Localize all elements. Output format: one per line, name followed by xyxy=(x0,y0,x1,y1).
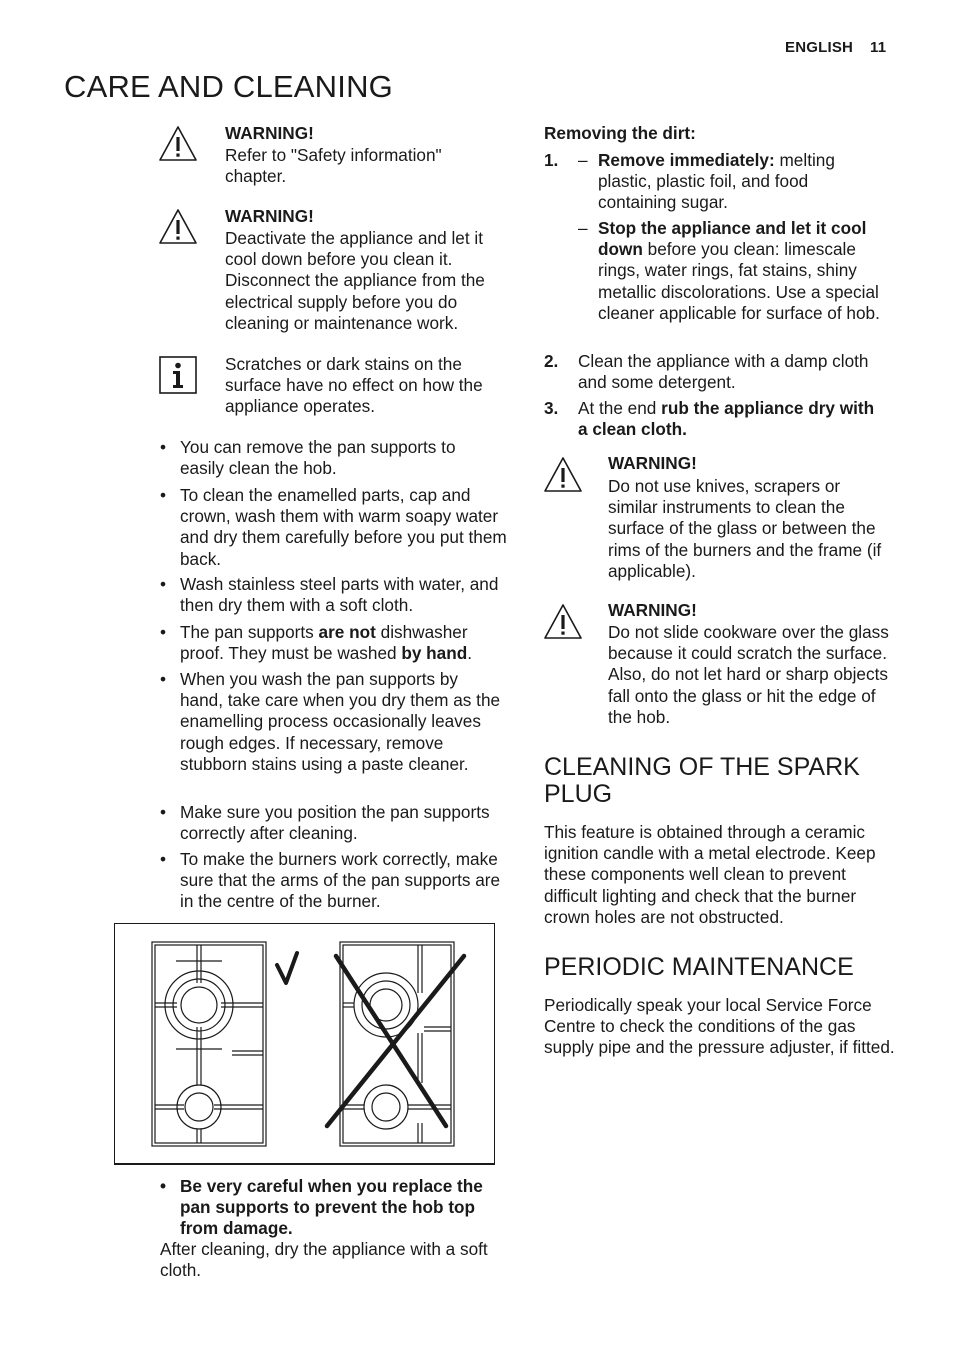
spark-plug-title: CLEANING OF THE SPARK PLUG xyxy=(544,753,860,808)
page-title: CARE AND CLEANING xyxy=(64,69,393,104)
pan-support-illustration xyxy=(114,923,495,1165)
bullet-item: • Be very careful when you replace the pan supports to prevent the hob top from damage. xyxy=(160,1176,512,1240)
bullet-item: • To clean the enamelled parts, cap and crown, wash them with warm soapy water and dry them carefully before you put them back. xyxy=(160,485,512,570)
warning-text: Do not use knives, scrapers or similar instruments to clean the surface of the glass or between the rims of the burners and the frame (if applicable). xyxy=(608,476,882,581)
after-cleaning-text: After cleaning, dry the appliance with a soft cloth. xyxy=(160,1239,488,1281)
header-language: ENGLISH xyxy=(785,39,854,56)
info-icon xyxy=(158,355,198,395)
bullet-item: • To make the burners work correctly, make sure that the arms of the pan supports are in the centre of the burner. xyxy=(160,849,512,913)
warning-label: WARNING! xyxy=(608,600,697,620)
bullet-text: When you wash the pan supports by hand, take care when you dry them as the enamelling process occasionally leaves rough edges. If necessary, remove stubborn stains using a paste cleaner. xyxy=(180,669,501,774)
page-number: 11 xyxy=(870,39,887,56)
removing-dirt-title: Removing the dirt: xyxy=(544,123,696,143)
warning-label: WARNING! xyxy=(608,453,697,473)
step-1-text-b: Stop the appliance and let it cool down before you clean: limescale rings, water rings, fat stains, shiny metallic discolorations. Use a special cleaner applicable for surface of hob. xyxy=(598,218,880,323)
warning-label: WARNING! xyxy=(225,123,314,143)
warning-label: WARNING! xyxy=(225,206,314,226)
warning-triangle-icon xyxy=(543,602,583,642)
bullet-text: Make sure you position the pan supports correctly after cleaning. xyxy=(180,802,490,844)
step-3-text: At the end rub the appliance dry with a clean cloth. xyxy=(578,398,875,440)
info-note: Scratches or dark stains on the surface have no effect on how the appliance operates. xyxy=(225,354,483,417)
bullet-item: • Wash stainless steel parts with water, and then dry them with a soft cloth. xyxy=(160,574,499,616)
bullet-item: • You can remove the pan supports to easily clean the hob. xyxy=(160,437,512,479)
warning-text: Do not slide cookware over the glass because it could scratch the surface. Also, do not let hard or sharp objects fall onto the glass or hit the edge of the hob. xyxy=(608,622,889,727)
bullet-text: Wash stainless steel parts with water, and then dry them with a soft cloth. xyxy=(180,574,499,616)
warning-triangle-icon xyxy=(158,124,198,164)
bullet-item: • When you wash the pan supports by hand, take care when you dry them as the enamelling process occasionally leaves rough edges. If necessary, remove stubborn stains using a paste cleaner. xyxy=(160,669,512,775)
step-number: 1. xyxy=(544,150,559,170)
periodic-maintenance-title: PERIODIC MAINTENANCE xyxy=(544,953,854,981)
step-2-text: Clean the appliance with a damp cloth and some detergent. xyxy=(578,351,869,393)
bullet-text: To make the burners work correctly, make sure that the arms of the pan supports are in the centre of the burner. xyxy=(180,849,501,912)
periodic-maintenance-text: Periodically speak your local Service Force Centre to check the conditions of the gas supply pipe and the pressure adjuster, if fitted. xyxy=(544,995,895,1058)
warning-triangle-icon xyxy=(543,455,583,495)
dash: – xyxy=(578,150,588,170)
warning-triangle-icon xyxy=(158,207,198,247)
bullet-text: You can remove the pan supports to easily clean the hob. xyxy=(180,437,456,479)
dash: – xyxy=(578,218,588,238)
step-1-text-a: Remove immediately: melting plastic, plastic foil, and food containing sugar. xyxy=(598,150,835,213)
spark-plug-text: This feature is obtained through a ceramic ignition candle with a metal electrode. Keep these components well clean to prevent difficult lighting and check that the burner crown holes are not obstructed. xyxy=(544,822,876,927)
bullet-item: • Make sure you position the pan supports correctly after cleaning. xyxy=(160,802,512,844)
bullet-text-bold: Be very careful when you replace the pan supports to prevent the hob top from damage. xyxy=(180,1176,483,1239)
bullet-text: To clean the enamelled parts, cap and crown, wash them with warm soapy water and dry them carefully before you put them back. xyxy=(180,485,507,569)
warning-text: Refer to "Safety information" chapter. xyxy=(225,145,442,187)
bullet-item: • The pan supports are not dishwasher proof. They must be washed by hand. xyxy=(160,622,512,664)
step-number: 2. xyxy=(544,351,559,371)
bullet-text: The pan supports are not dishwasher proof. They must be washed by hand. xyxy=(180,622,473,664)
step-number: 3. xyxy=(544,398,559,418)
warning-text: Deactivate the appliance and let it cool down before you clean it. Disconnect the appliance from the electrical supply before you do cleaning or maintenance work. xyxy=(225,228,485,333)
